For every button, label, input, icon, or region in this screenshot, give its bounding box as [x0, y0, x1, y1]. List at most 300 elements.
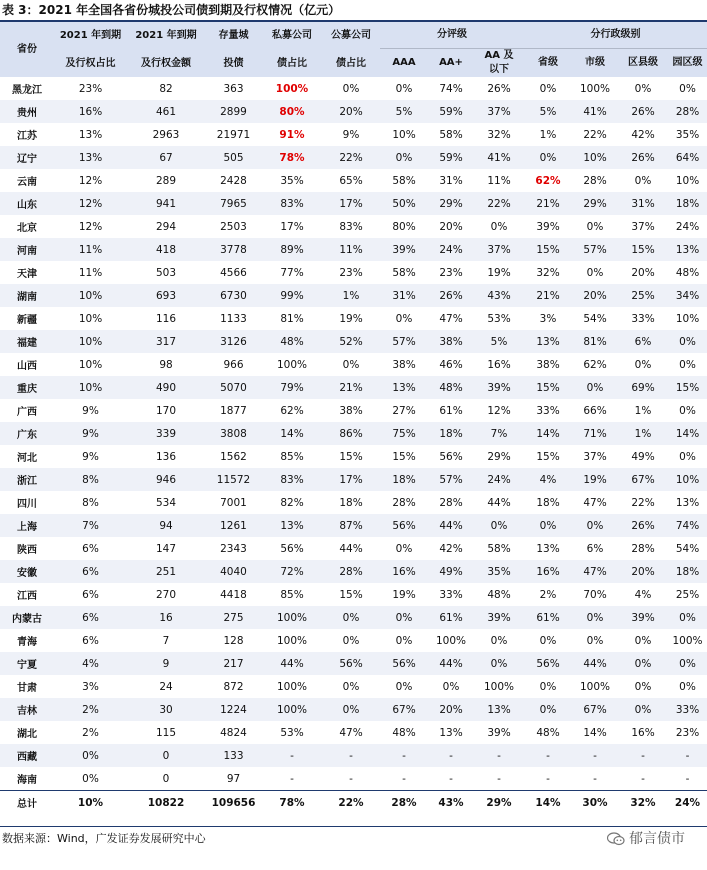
table-cell: 0%: [668, 330, 707, 353]
table-cell: 13%: [536, 542, 560, 555]
table-body: [0, 77, 707, 814]
table-cell: 0%: [474, 652, 524, 675]
table-row: [0, 399, 707, 422]
table-cell: 0%: [668, 652, 707, 675]
table-row: [0, 169, 707, 192]
table-cell: 2503: [220, 220, 247, 233]
table-cell: 37%: [631, 220, 655, 233]
province-cell: 辽宁: [0, 146, 54, 169]
table-cell: -: [380, 744, 428, 767]
table-cell: 0%: [634, 680, 652, 693]
table-cell: -: [474, 744, 524, 767]
table-cell: 270: [155, 588, 177, 601]
table-cell: 18%: [668, 192, 707, 215]
table-row: [0, 468, 707, 491]
table-cell: 24%: [428, 238, 474, 261]
table-cell: 28%: [631, 542, 655, 555]
table-cell: 67%: [618, 468, 668, 491]
table-cell: 44%: [428, 652, 474, 675]
table-cell: 81%: [572, 330, 618, 353]
table-cell: 9%: [82, 404, 99, 417]
table-cell: 0%: [380, 146, 428, 169]
table-cell: 48%: [392, 726, 416, 739]
table-cell: 11572: [205, 468, 262, 491]
table-cell: 20%: [439, 220, 463, 233]
table-cell: 693: [127, 284, 205, 307]
table-cell: -: [497, 772, 501, 785]
table-cell: 41%: [474, 146, 524, 169]
table-cell: 4040: [205, 560, 262, 583]
province-cell: 浙江: [0, 468, 54, 491]
table-cell: 1%: [634, 404, 652, 417]
table-cell: 2428: [220, 174, 247, 187]
table-cell: 39%: [487, 726, 511, 739]
table-cell: 18%: [428, 422, 474, 445]
table-cell: -: [572, 744, 618, 767]
table-cell: 6%: [82, 588, 99, 601]
table-cell: 6%: [618, 330, 668, 353]
table-cell: 48%: [428, 376, 474, 399]
table-cell: 16%: [524, 560, 572, 583]
table-cell: 26%: [487, 82, 511, 95]
table-cell: 0%: [342, 82, 360, 95]
table-cell: 1562: [220, 450, 247, 463]
table-cell: 80%: [392, 220, 416, 233]
table-cell: 29%: [487, 450, 511, 463]
province-cell: 广西: [17, 407, 37, 418]
table-cell: 49%: [428, 560, 474, 583]
table-cell: 6%: [586, 542, 604, 555]
table-cell: 11%: [487, 174, 511, 187]
header-rating-aa-below: [474, 49, 524, 78]
table-cell: 67: [127, 146, 205, 169]
table-cell: -: [685, 772, 690, 785]
table-cell: 363: [223, 82, 244, 95]
table-cell: 251: [127, 560, 205, 583]
table-cell: 37%: [474, 100, 524, 123]
table-cell: 0%: [342, 634, 360, 647]
table-cell: 19%: [487, 266, 511, 279]
table-cell: 1133: [220, 312, 247, 325]
table-cell: 44%: [428, 514, 474, 537]
table-cell: 5%: [380, 100, 428, 123]
table-cell: 170: [155, 404, 177, 417]
table-cell: 38%: [428, 330, 474, 353]
table-cell: 71%: [572, 422, 618, 445]
table-cell: 2963: [152, 128, 180, 141]
table-cell: 0: [127, 744, 205, 767]
table-cell: 22%: [322, 146, 380, 169]
table-cell: 1224: [205, 698, 262, 721]
table-cell: 100%: [483, 680, 515, 693]
table-cell: 29%: [572, 192, 618, 215]
table-cell: 58%: [392, 174, 416, 187]
table-cell: 19%: [339, 312, 363, 325]
province-cell: 总计: [0, 791, 54, 815]
table-cell: 35%: [474, 560, 524, 583]
table-cell: 0%: [490, 220, 508, 233]
table-cell: 23%: [439, 266, 463, 279]
header-province: 省份: [0, 22, 54, 77]
table-row: [0, 215, 707, 238]
table-cell: 8%: [54, 468, 127, 491]
table-cell: 59%: [428, 146, 474, 169]
header-public-line1: 公募公司: [331, 29, 371, 41]
table-cell: 62%: [583, 358, 607, 371]
table-cell: 9: [127, 652, 205, 675]
table-cell: 7: [162, 634, 170, 647]
table-cell: 4566: [220, 266, 247, 279]
table-title: 表 3：2021 年全国各省份城投公司债到期及行权情况（亿元）: [2, 3, 341, 17]
table-cell: 289: [155, 174, 177, 187]
table-cell: 26%: [618, 100, 668, 123]
table-cell: 21%: [524, 192, 572, 215]
table-cell: 56%: [380, 514, 428, 537]
table-cell: 48%: [675, 266, 700, 279]
header-maturity-ratio: [54, 22, 127, 77]
table-cell: 0%: [618, 652, 668, 675]
table-cell: 0%: [668, 606, 707, 629]
table-row: [0, 100, 707, 123]
table-cell: 0%: [586, 266, 604, 279]
table-cell: -: [290, 772, 294, 785]
table-cell: 0%: [586, 634, 604, 647]
province-cell: 山西: [17, 361, 37, 372]
table-cell: 94: [127, 514, 205, 537]
table-cell: 1261: [205, 514, 262, 537]
table-cell: 0%: [634, 358, 652, 371]
table-cell: 0%: [490, 634, 508, 647]
table-cell: 61%: [439, 404, 463, 417]
table-cell: 11%: [322, 238, 380, 261]
table-cell: 0%: [524, 146, 572, 169]
table-cell: 65%: [339, 174, 363, 187]
province-cell: 福建: [0, 330, 54, 353]
table-row: [0, 238, 707, 261]
table-cell: 13%: [439, 726, 463, 739]
table-cell: 10%: [54, 791, 127, 815]
table-cell: 3%: [82, 680, 99, 693]
table-cell: 0%: [539, 82, 557, 95]
table-cell: 100%: [672, 634, 703, 647]
table-cell: 100%: [579, 680, 611, 693]
table-cell: 20%: [618, 560, 668, 583]
table-cell: 3%: [539, 312, 557, 325]
table-cell: 56%: [439, 450, 463, 463]
table-cell: 87%: [322, 514, 380, 537]
table-cell: 64%: [668, 146, 707, 169]
table-cell: 82%: [280, 496, 304, 509]
province-cell: 江西: [17, 591, 37, 602]
table-cell: 2%: [82, 726, 99, 739]
table-cell: -: [546, 772, 550, 785]
table-cell: 82: [159, 82, 173, 95]
table-cell: 0%: [634, 174, 652, 187]
table-cell: 418: [127, 238, 205, 261]
header-rating-aa-line1: AA 及: [484, 50, 514, 61]
table-cell: 294: [155, 220, 177, 233]
table-cell: 38%: [339, 404, 363, 417]
table-cell: 136: [155, 450, 177, 463]
table-cell: 0%: [395, 542, 413, 555]
table-cell: 29%: [428, 192, 474, 215]
table-cell: 20%: [572, 284, 618, 307]
table-cell: 67%: [380, 698, 428, 721]
table-cell: 44%: [339, 542, 363, 555]
table-cell: 10%: [54, 284, 127, 307]
header-rating-group: 分评级: [380, 22, 524, 49]
table-cell: 100%: [579, 82, 611, 95]
table-cell: 0%: [634, 634, 652, 647]
table-cell: 0%: [380, 606, 428, 629]
table-cell: 29%: [474, 791, 524, 815]
table-cell: 56%: [280, 542, 304, 555]
province-cell: 河北: [17, 453, 37, 464]
table-cell: 20%: [428, 698, 474, 721]
table-cell: 10%: [675, 312, 700, 325]
table-cell: 67%: [572, 698, 618, 721]
table-cell: -: [402, 772, 406, 785]
table-cell: 20%: [631, 266, 655, 279]
table-cell: 56%: [524, 652, 572, 675]
table-cell: 28%: [380, 791, 428, 815]
province-cell: 贵州: [0, 100, 54, 123]
table-cell: 9%: [82, 450, 99, 463]
header-maturity-ratio-line2: 及行权占比: [65, 57, 116, 69]
table-cell: 28%: [439, 496, 463, 509]
table-cell: 24%: [474, 468, 524, 491]
province-cell: 江苏: [17, 131, 37, 142]
header-outstanding-line1: 存量城: [218, 29, 249, 41]
table-cell: 461: [127, 100, 205, 123]
table-cell: 18%: [536, 496, 560, 509]
table-cell: 13%: [474, 698, 524, 721]
province-cell: 内蒙古: [0, 606, 54, 629]
table-cell: 43%: [474, 284, 524, 307]
watermark: [607, 828, 685, 850]
table-cell: 22%: [631, 496, 655, 509]
table-cell: 10%: [668, 468, 707, 491]
total-row: [0, 791, 707, 815]
table-cell: 5%: [474, 330, 524, 353]
table-cell: 0%: [342, 358, 360, 371]
table-cell: 0%: [342, 680, 360, 693]
table-cell: 3778: [205, 238, 262, 261]
header-admin-city: 市级: [572, 49, 618, 78]
table-cell: 0%: [322, 698, 380, 721]
table-cell: 946: [127, 468, 205, 491]
table-cell: 37%: [583, 450, 607, 463]
table-cell: 83%: [339, 220, 363, 233]
table-cell: 941: [127, 192, 205, 215]
table-cell: 48%: [487, 588, 511, 601]
table-cell: 7%: [474, 422, 524, 445]
table-cell: 61%: [428, 606, 474, 629]
header-private-line2: 债占比: [277, 57, 307, 69]
table-cell: 38%: [392, 358, 416, 371]
table-cell: 15%: [618, 238, 668, 261]
table-cell: 79%: [262, 376, 322, 399]
table-cell: 133: [205, 744, 262, 767]
table-row: [0, 307, 707, 330]
table-cell: 0%: [679, 450, 696, 463]
header-rating-aaa: AAA: [380, 49, 428, 78]
bond-maturity-table: [0, 22, 707, 814]
table-cell: 44%: [572, 652, 618, 675]
province-cell: 陕西: [17, 545, 37, 556]
table-cell: 39%: [380, 238, 428, 261]
table-cell: 16: [127, 606, 205, 629]
table-cell: 16%: [54, 100, 127, 123]
table-cell: 62%: [535, 174, 561, 187]
table-cell: 28%: [583, 174, 607, 187]
table-cell: 25%: [618, 284, 668, 307]
table-cell: 35%: [675, 128, 700, 141]
table-cell: 14%: [524, 422, 572, 445]
table-cell: 0%: [524, 514, 572, 537]
table-cell: 6730: [205, 284, 262, 307]
table-row: [0, 583, 707, 606]
table-cell: 58%: [392, 266, 416, 279]
province-cell: 上海: [0, 514, 54, 537]
table-cell: 14%: [524, 791, 572, 815]
table-cell: 0%: [395, 82, 413, 95]
table-cell: 18%: [668, 560, 707, 583]
table-cell: 0%: [82, 772, 99, 785]
table-cell: 490: [127, 376, 205, 399]
table-cell: 505: [205, 146, 262, 169]
table-cell: 10%: [675, 174, 700, 187]
table-cell: 6%: [54, 606, 127, 629]
table-cell: 14%: [262, 422, 322, 445]
table-cell: 99%: [262, 284, 322, 307]
table-cell: 7001: [220, 496, 247, 509]
table-cell: 16%: [380, 560, 428, 583]
table-row: [0, 606, 707, 629]
table-row: [0, 629, 707, 652]
header-admin-county: 区县级: [618, 49, 668, 78]
table-row: [0, 422, 707, 445]
table-cell: 7%: [54, 514, 127, 537]
table-cell: 5070: [205, 376, 262, 399]
table-cell: 0%: [442, 680, 460, 693]
table-cell: 0%: [395, 312, 413, 325]
header-outstanding: [205, 22, 262, 77]
table-cell: 217: [205, 652, 262, 675]
table-row: [0, 721, 707, 744]
table-cell: 62%: [280, 404, 304, 417]
table-cell: 6%: [54, 560, 127, 583]
table-cell: 35%: [280, 174, 304, 187]
table-cell: 4824: [220, 726, 247, 739]
table-cell: 0%: [572, 514, 618, 537]
table-row: [0, 353, 707, 376]
table-cell: 57%: [380, 330, 428, 353]
table-cell: 0%: [322, 606, 380, 629]
table-cell: 18%: [339, 496, 363, 509]
table-cell: 58%: [487, 542, 511, 555]
table-cell: 109656: [205, 791, 262, 815]
table-cell: 24%: [675, 220, 700, 233]
table-cell: 0%: [679, 404, 696, 417]
table-row: [0, 491, 707, 514]
table-cell: 21971: [216, 128, 251, 141]
table-cell: 5%: [524, 100, 572, 123]
table-cell: 100%: [276, 634, 308, 647]
province-cell: 湖北: [17, 729, 37, 740]
table-cell: -: [618, 744, 668, 767]
table-cell: 39%: [474, 606, 524, 629]
table-row: [0, 445, 707, 468]
table-cell: 53%: [487, 312, 511, 325]
province-cell: 新疆: [17, 315, 37, 326]
table-cell: 534: [155, 496, 177, 509]
table-cell: -: [668, 744, 707, 767]
table-cell: 8%: [82, 496, 99, 509]
table-cell: 70%: [583, 588, 607, 601]
table-cell: 25%: [675, 588, 700, 601]
table-row: [0, 192, 707, 215]
table-cell: 115: [155, 726, 177, 739]
table-cell: 19%: [392, 588, 416, 601]
table-cell: 12%: [54, 192, 127, 215]
table-cell: 81%: [280, 312, 304, 325]
table-cell: 83%: [262, 192, 322, 215]
table-cell: 17%: [280, 220, 304, 233]
province-cell: 重庆: [0, 376, 54, 399]
province-cell: 吉林: [0, 698, 54, 721]
table-cell: 89%: [262, 238, 322, 261]
table-cell: -: [262, 744, 322, 767]
table-cell: 48%: [536, 726, 560, 739]
table-row: [0, 261, 707, 284]
table-cell: 66%: [583, 404, 607, 417]
header-private-line1: 私募公司: [272, 29, 312, 41]
table-row: [0, 330, 707, 353]
table-cell: 39%: [474, 376, 524, 399]
table-cell: 22%: [474, 192, 524, 215]
header-maturity-amount-line2: 及行权金额: [141, 57, 191, 69]
table-cell: 116: [155, 312, 177, 325]
header-admin-province: 省级: [524, 49, 572, 78]
table-cell: 10%: [78, 358, 103, 371]
province-cell: 四川: [17, 499, 37, 510]
table-row: [0, 537, 707, 560]
table-cell: 4%: [634, 588, 652, 601]
table-cell: 0%: [572, 376, 618, 399]
table-row: [0, 744, 707, 767]
table-cell: 0%: [539, 634, 557, 647]
table-cell: 83%: [262, 468, 322, 491]
header-outstanding-line2: 投债: [223, 57, 244, 69]
table-cell: 0%: [524, 698, 572, 721]
table-cell: 50%: [380, 192, 428, 215]
table-cell: 2899: [205, 100, 262, 123]
table-cell: 30%: [572, 791, 618, 815]
table-cell: 12%: [78, 220, 103, 233]
table-cell: 100%: [262, 606, 322, 629]
table-cell: 28%: [668, 100, 707, 123]
table-cell: 78%: [262, 146, 322, 169]
province-cell: 黑龙江: [12, 85, 42, 96]
table-cell: 42%: [631, 128, 655, 141]
table-cell: 11%: [78, 266, 103, 279]
table-cell: 0%: [679, 680, 696, 693]
table-cell: 22%: [583, 128, 607, 141]
table-cell: 32%: [536, 266, 560, 279]
table-cell: 85%: [280, 588, 304, 601]
table-cell: 503: [155, 266, 177, 279]
